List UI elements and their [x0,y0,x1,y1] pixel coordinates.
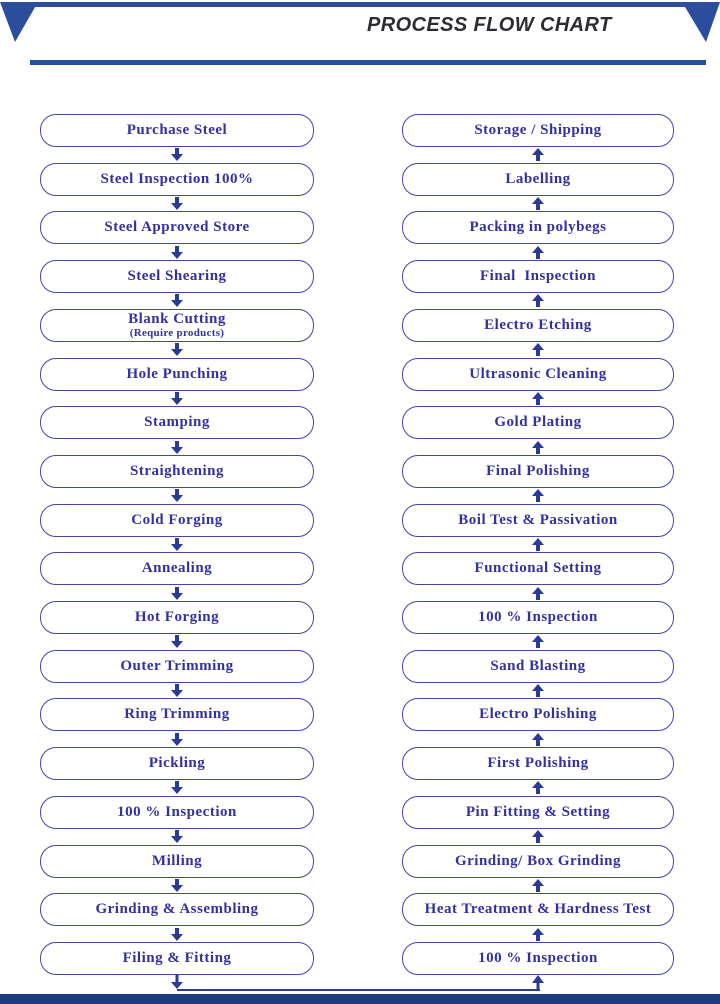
process-step-label: Steel Inspection 100% [100,170,254,187]
process-step [402,552,674,585]
flow-arrow-down-icon [40,780,314,796]
flow-arrow-up-icon [402,391,674,407]
process-step [402,601,674,634]
flow-arrow-down-icon [40,829,314,845]
flow-arrow-up-icon [402,585,674,601]
process-step-label: 100 % Inspection [478,609,598,626]
process-step-label: Packing in polybegs [469,219,607,236]
process-step [40,601,314,634]
process-step [402,698,674,731]
flow-arrow-down-icon [40,293,314,309]
process-step-label: Annealing [141,560,213,577]
process-step [402,893,674,926]
process-step-label: Ultrasonic Cleaning [469,365,607,382]
flow-arrow-up-icon [402,439,674,455]
process-step [402,211,674,244]
process-step [40,552,314,585]
process-step [40,455,314,488]
process-step-label: Ring Trimming [124,706,230,723]
flow-arrow-up-icon [402,780,674,796]
process-step-label: Final Polishing [486,462,590,479]
flow-arrow-down-icon [40,439,314,455]
flow-arrow-down-icon [40,244,314,260]
process-step-label: Straightening [129,462,224,479]
flow-arrow-down-icon [40,391,314,407]
flow-arrow-up-icon [402,537,674,553]
process-step [402,260,674,293]
process-step [40,893,314,926]
process-step [402,114,674,147]
banner-triangle-right-icon [672,0,720,48]
flow-arrow-up-icon [402,342,674,358]
flow-arrow-down-icon [40,342,314,358]
flow-arrow-down-icon [40,537,314,553]
flow-arrow-up-icon [402,634,674,650]
process-step-label: Purchase Steel [126,122,228,138]
process-step [40,796,314,829]
flow-arrow-down-icon [40,196,314,212]
process-step-label: Filing & Fitting [122,949,232,966]
flow-arrow-up-icon [402,829,674,845]
flow-arrow-up-icon [402,196,674,212]
flow-arrow-down-icon [40,926,314,942]
process-step [40,114,314,147]
process-step [40,260,314,293]
process-step-label: Stamping [144,414,210,431]
flow-arrow-down-icon [40,731,314,747]
process-step-label: Heat Treatment & Hardness Test [424,901,652,918]
flow-arrow-down-icon [40,488,314,504]
process-step-label: Steel Approved Store [104,219,250,236]
process-step [40,358,314,391]
flow-arrow-down-icon [40,683,314,699]
process-step-label: Labelling [505,170,571,187]
flow-arrow-down-icon [40,878,314,894]
flow-arrow-up-icon [402,878,674,894]
flow-arrow-down-icon [40,147,314,163]
flow-arrow-up-icon [402,147,674,163]
process-step [40,650,314,683]
process-step-label: 100 % Inspection [478,949,598,966]
process-step-label: Gold Plating [494,414,582,431]
process-step-sublabel: (Require products) [129,326,225,339]
process-step-label: Electro Etching [484,316,592,333]
top-banner-bar [28,2,688,7]
process-step-label: Grinding/ Box Grinding [454,852,622,869]
process-step-label: Steel Shearing [127,268,227,285]
flow-arrow-up-icon [402,731,674,747]
process-step [402,504,674,537]
flow-arrow-up-icon [402,488,674,504]
process-step-label: Pickling [148,755,206,772]
process-step-label: 100 % Inspection [117,803,237,820]
process-step-label: Grinding & Assembling [95,901,259,918]
process-step [402,845,674,878]
process-step [40,698,314,731]
flow-arrow-down-icon [40,585,314,601]
process-step [402,942,674,975]
process-step [40,309,314,342]
process-step-label: Blank Cutting [128,310,226,327]
right-flow-column [402,114,674,975]
process-step-label: Final Inspection [479,268,597,285]
process-step [402,796,674,829]
process-step-label: First Polishing [487,755,589,772]
page-title: PROCESS FLOW CHART [367,14,612,36]
process-step [402,163,674,196]
process-step-label: Sand Blasting [490,657,586,674]
process-step-label: Boil Test & Passivation [458,511,618,528]
flow-arrow-up-icon [402,926,674,942]
process-step [40,942,314,975]
left-flow-column [40,114,314,975]
process-step [40,747,314,780]
process-step-label: Outer Trimming [120,657,234,674]
process-step [402,650,674,683]
flow-arrow-up-icon [402,683,674,699]
process-step [40,845,314,878]
process-step [40,163,314,196]
process-step-label: Hot Forging [134,609,220,626]
flow-arrow-down-icon [40,634,314,650]
process-step [402,747,674,780]
process-step-label: Electro Polishing [479,706,597,723]
banner-triangle-left-icon [0,0,48,48]
process-step-label: Cold Forging [131,511,223,528]
process-step-label: Storage / Shipping [474,122,602,138]
process-step-label: Hole Punching [126,365,228,382]
flow-arrow-up-icon [402,244,674,260]
process-step-label: Pin Fitting & Setting [465,803,611,820]
process-step [402,455,674,488]
bottom-banner-bar [0,994,720,1004]
process-step [402,406,674,439]
process-step [402,358,674,391]
flow-arrow-up-icon [402,293,674,309]
process-step [40,406,314,439]
process-step [402,309,674,342]
title-underline [30,60,706,65]
process-step-label: Milling [151,852,203,869]
process-step [40,504,314,537]
process-step [40,211,314,244]
process-step-label: Functional Setting [474,560,602,577]
